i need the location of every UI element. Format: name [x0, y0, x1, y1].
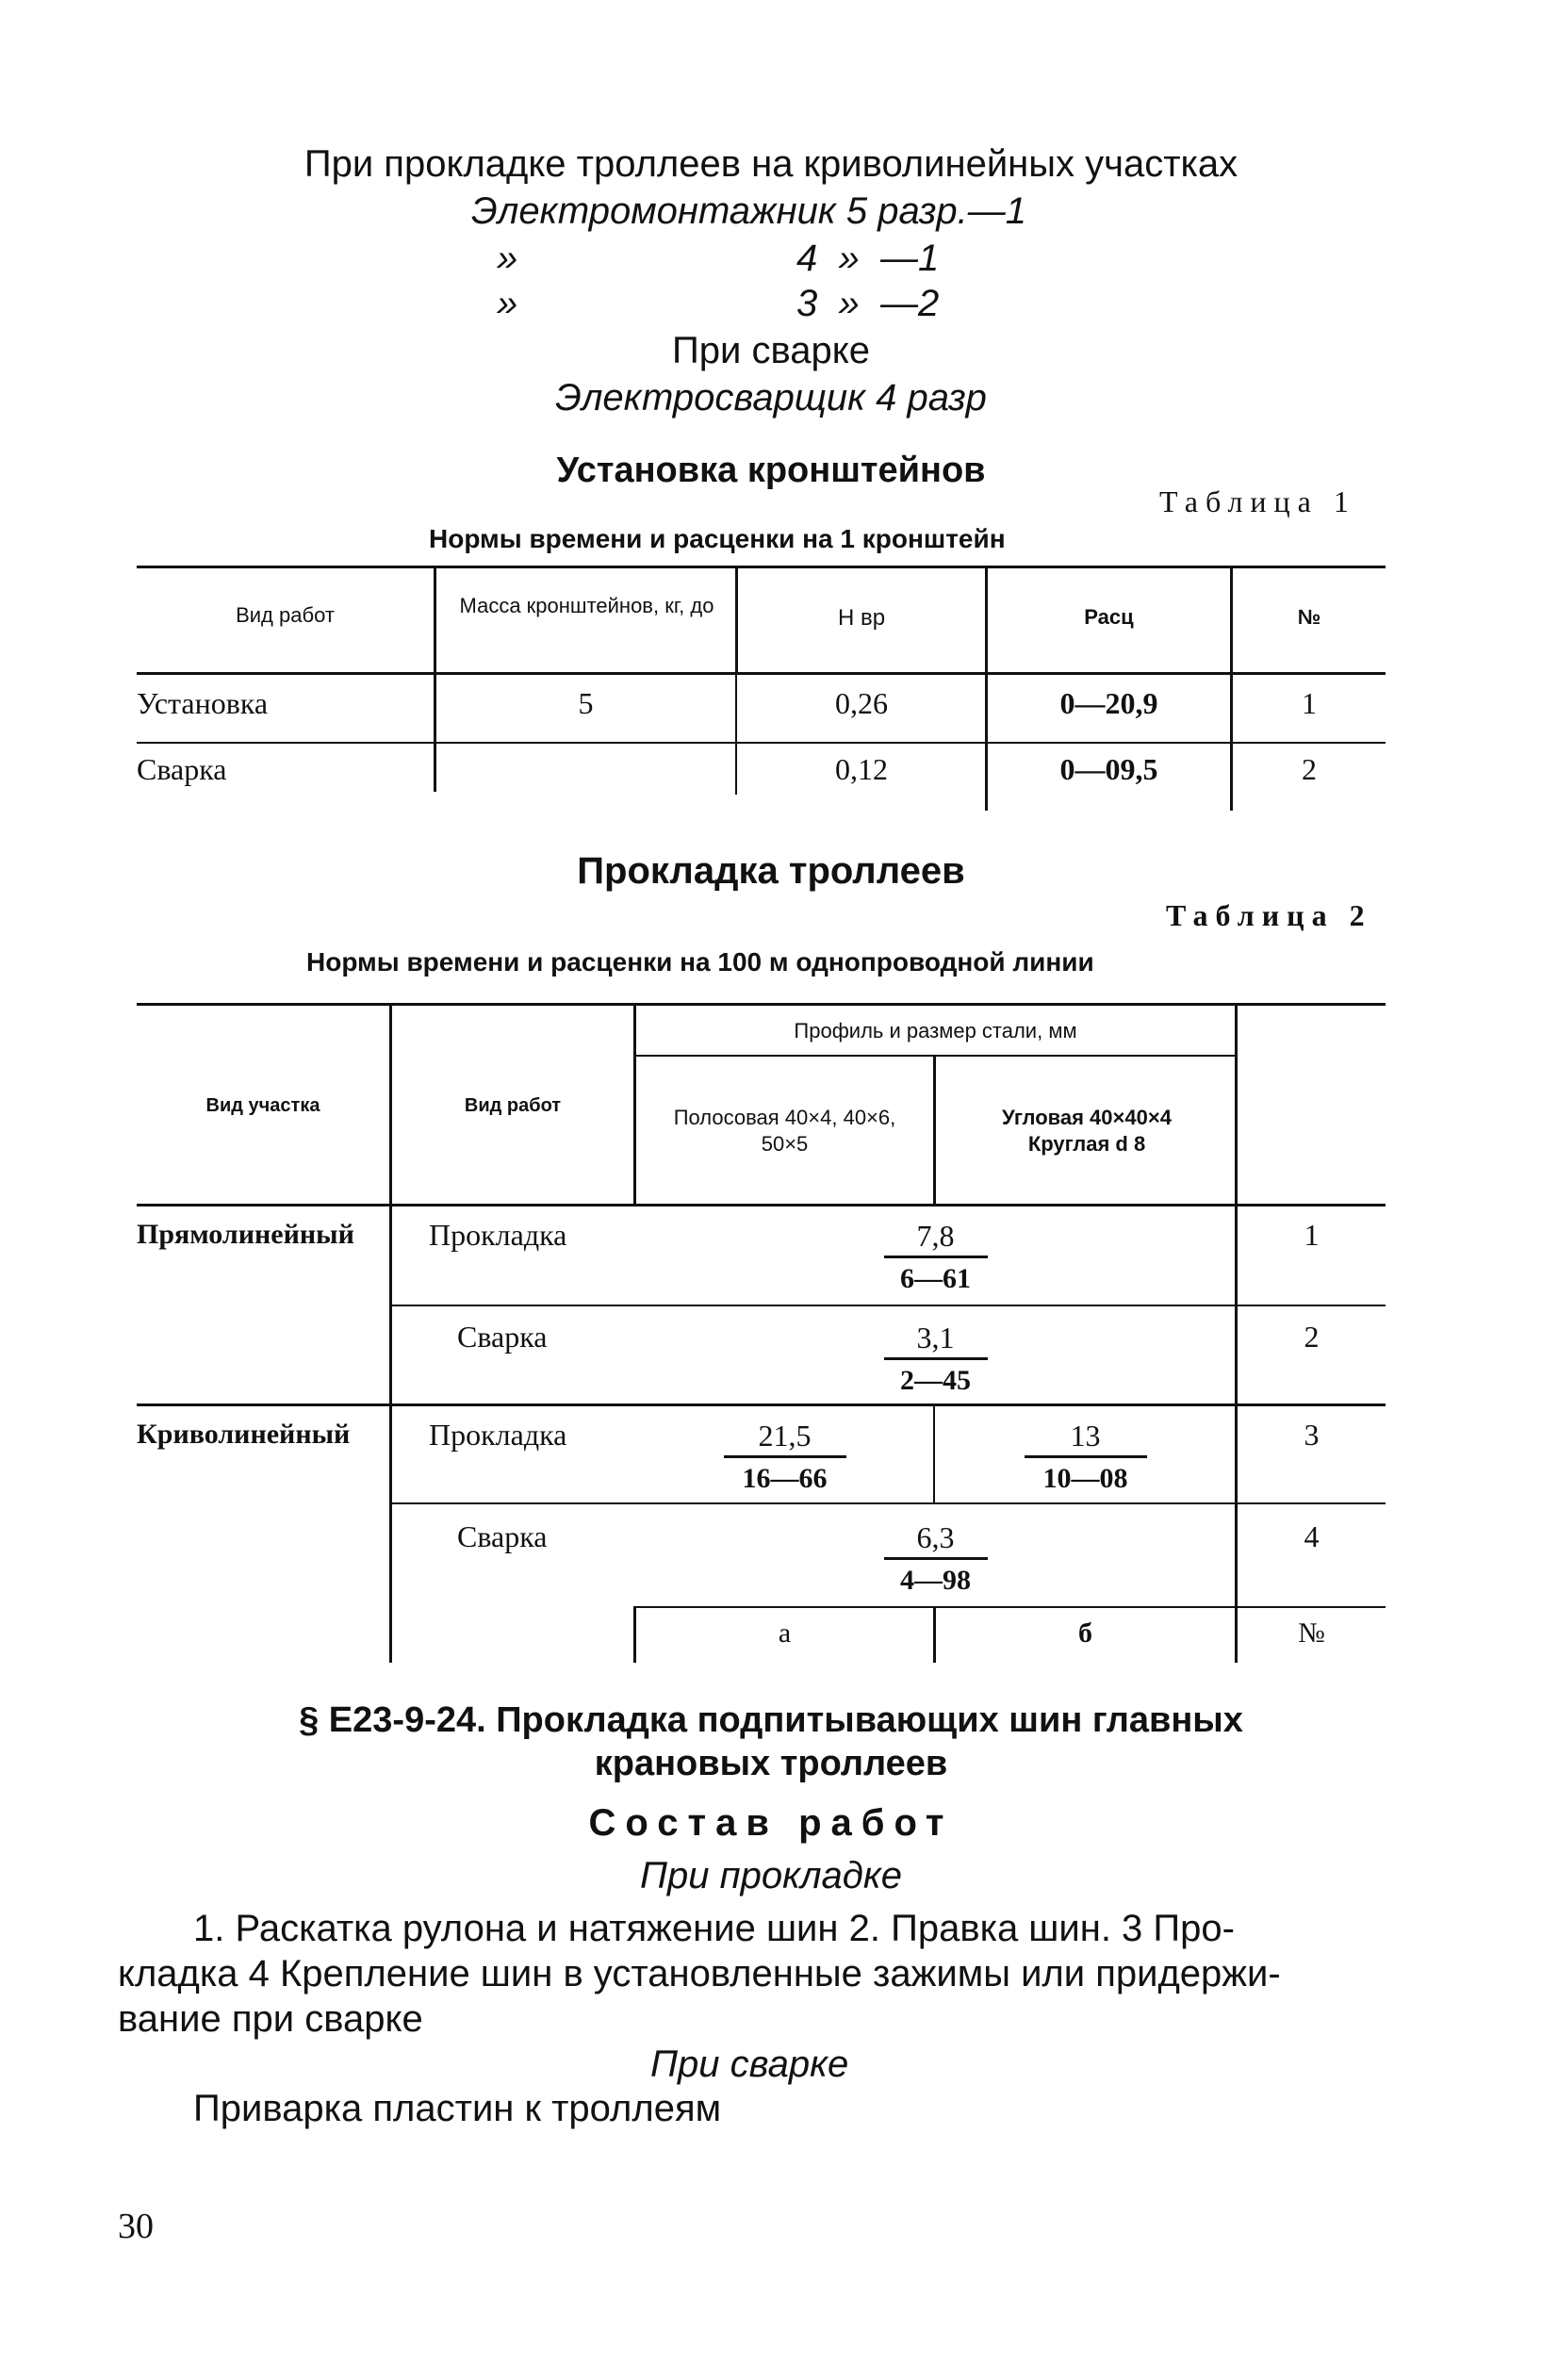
t2-row4-value: 6,3 4—98: [636, 1519, 1235, 1598]
t2-row2-value: 3,1 2—45: [636, 1320, 1235, 1398]
table1: [137, 566, 1386, 820]
t2-footer-num: №: [1298, 1617, 1325, 1649]
t1-header-mass: Масса кронштейнов, кг, до: [459, 594, 714, 617]
t1-header-rate: Расц: [1084, 605, 1134, 629]
t2-row1-work: Прокладка: [429, 1218, 567, 1252]
laying-text-2: кладка 4 Крепление шин в установленные зажимы или придержи-: [118, 1953, 1281, 1994]
t2-header-profile: Профиль и размер стали, мм: [794, 1019, 1077, 1042]
t2-header-col-a: Полосовая 40×4, 40×6, 50×5: [673, 1106, 896, 1156]
t2-row1-num: 1: [1304, 1218, 1320, 1252]
crew-line-3-grade: 3 » —2: [796, 283, 940, 324]
t2-footer-b: б: [1078, 1617, 1092, 1649]
t2-row4-work: Сварка: [457, 1519, 548, 1553]
table2-label: Таблица 2: [1166, 898, 1372, 932]
t2-header-area: Вид участка: [205, 1095, 320, 1116]
table1-label: Таблица 1: [1159, 484, 1356, 518]
crew-line-1: Электромонтажник 5 разр.—1: [471, 190, 1027, 232]
t1-row2-work: Сварка: [137, 752, 227, 786]
crew-line-3-role: »: [497, 283, 518, 324]
weld-text: Приварка пластин к троллеям: [193, 2088, 722, 2129]
t2-header-work: Вид работ: [464, 1095, 562, 1116]
section1-title: Установка кронштейнов: [556, 451, 986, 490]
t2-row2-num: 2: [1304, 1320, 1320, 1354]
section3-title-line2: крановых троллеев: [594, 1744, 948, 1783]
crew-line-2-role: »: [497, 238, 518, 279]
t2-footer-a: а: [778, 1617, 792, 1649]
t2-row4-num: 4: [1304, 1519, 1320, 1553]
page-number: 30: [118, 2207, 154, 2246]
t2-row1-value: 7,8 6—61: [636, 1218, 1235, 1296]
t1-header-num: №: [1297, 605, 1321, 629]
laying-text-3: вание при сварке: [118, 1998, 423, 2040]
t1-row2-num: 2: [1302, 752, 1317, 786]
weld-heading: При сварке: [672, 330, 870, 371]
weld-heading-2: При сварке: [650, 2044, 849, 2085]
t1-header-work: Вид работ: [236, 603, 335, 627]
section2-title: Прокладка троллеев: [577, 850, 965, 892]
t2-row2-work: Сварка: [457, 1320, 548, 1354]
curve-heading: При прокладке троллеев на криволинейных участках: [303, 143, 1239, 185]
table1-caption: Нормы времени и расценки на 1 кронштейн: [429, 524, 1006, 553]
t2-row3-value-a: 21,5 16—66: [636, 1418, 933, 1496]
laying-heading: При прокладке: [639, 1855, 903, 1896]
composition-heading: Состав работ: [588, 1802, 954, 1844]
crew-line-2-grade: 4 » —1: [796, 238, 940, 279]
table2-caption: Нормы времени и расценки на 100 м однопроводной линии: [306, 947, 1094, 977]
t1-row1-rate: 0—20,9: [1059, 686, 1158, 720]
t1-header-nvr: Н вр: [837, 605, 886, 631]
t2-row3-value-b: 13 10—08: [936, 1418, 1235, 1496]
t1-row2-nvr: 0,12: [835, 752, 888, 786]
t2-row3-work: Прокладка: [429, 1418, 567, 1452]
t1-row1-nvr: 0,26: [835, 686, 888, 720]
section3-title-line1: § Е23-9-24. Прокладка подпитывающих шин главных: [299, 1700, 1243, 1740]
table2: [137, 1003, 1386, 1672]
weld-crew: Электросварщик 4 разр: [555, 377, 987, 419]
t1-row1-mass: 5: [578, 686, 594, 720]
t1-row2-rate: 0—09,5: [1059, 752, 1158, 786]
t2-row3-num: 3: [1304, 1418, 1320, 1452]
t2-area-curved: Криволинейный: [137, 1419, 351, 1450]
t2-area-straight: Прямолинейный: [137, 1219, 354, 1250]
t2-header-col-b: Угловая 40×40×4 Круглая d 8: [1002, 1106, 1172, 1156]
t1-row1-work: Установка: [137, 686, 269, 720]
t1-row1-num: 1: [1302, 686, 1317, 720]
laying-text-1: 1. Раскатка рулона и натяжение шин 2. Правка шин. 3 Про-: [193, 1908, 1235, 1949]
